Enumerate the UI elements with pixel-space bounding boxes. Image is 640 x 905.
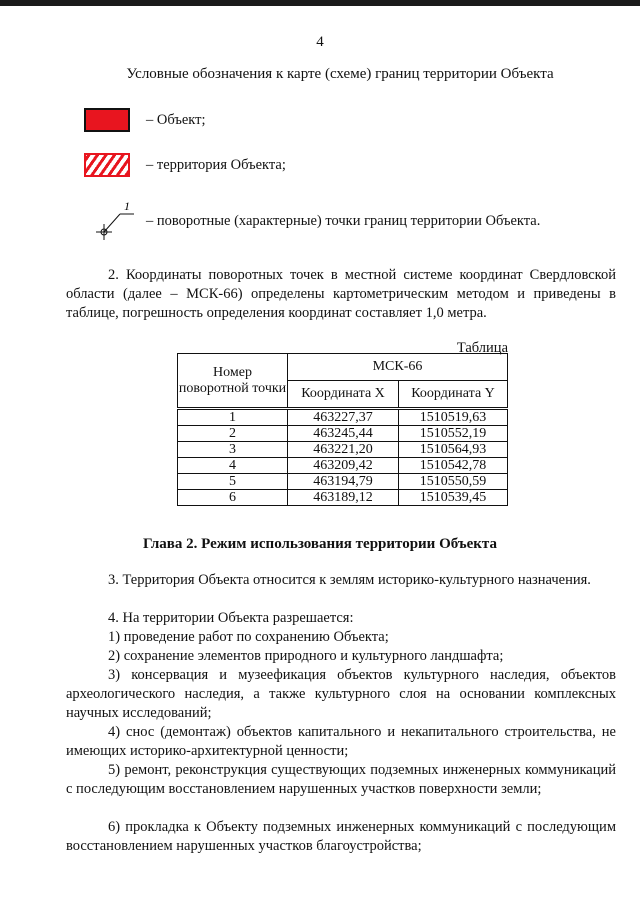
cell-y: 1510542,78 — [399, 458, 508, 474]
cell-point: 5 — [178, 474, 288, 490]
list-item: 5) ремонт, реконструкция существующих подземных инженерных коммуникаций с последующим восстановлением нарушенных участков поверхности земли; — [66, 762, 616, 797]
cell-point: 6 — [178, 490, 288, 506]
paragraph-2: 2. Координаты поворотных точек в местной системе координат Свердловской области (далее – МСК-66) определены картометрическим методом и приведены в таблице, погрешность определения координат составляет 1,0 метра. — [66, 267, 616, 321]
cell-x: 463245,44 — [288, 426, 399, 442]
table-row — [178, 442, 508, 458]
cell-x: 463227,37 — [288, 409, 399, 426]
cell-point: 2 — [178, 426, 288, 442]
header-coord-y: Координата Y — [399, 381, 508, 409]
chapter-title: Глава 2. Режим использования территории Объекта — [143, 536, 497, 552]
list-item: 6) прокладка к Объекту подземных инженерных коммуникаций с последующим восстановлением нарушенных участков благоустройства; — [66, 819, 616, 854]
turning-point-marker-icon — [84, 196, 144, 246]
cell-x: 463194,79 — [288, 474, 399, 490]
table-row — [178, 458, 508, 474]
cell-x: 463209,42 — [288, 458, 399, 474]
cell-y: 1510552,19 — [399, 426, 508, 442]
table-row — [178, 426, 508, 442]
territory-hatch-symbol — [84, 153, 130, 177]
list-item: 1) проведение работ по сохранению Объекта; — [108, 629, 389, 645]
paragraph-3: 3. Территория Объекта относится к землям историко-культурного назначения. — [108, 572, 591, 588]
cell-x: 463221,20 — [288, 442, 399, 458]
cell-y: 1510564,93 — [399, 442, 508, 458]
legend-label-object: – Объект; — [146, 112, 206, 128]
table-row — [178, 474, 508, 490]
turning-point-number: 1 — [124, 199, 130, 213]
paragraph-4: 4. На территории Объекта разрешается: — [108, 610, 354, 626]
table-caption: Таблица — [456, 340, 508, 356]
legend-label-territory: – территория Объекта; — [146, 157, 286, 173]
cell-point: 1 — [178, 409, 288, 426]
header-coord-x: Координата X — [288, 381, 399, 409]
cell-x: 463189,12 — [288, 490, 399, 506]
cell-y: 1510539,45 — [399, 490, 508, 506]
cell-y: 1510550,59 — [399, 474, 508, 490]
cell-point: 4 — [178, 458, 288, 474]
table-row — [178, 409, 508, 426]
list-item: 3) консервация и музеефикация объектов культурного наследия, объектов археологического наследия, а также культурного слоя на основании комплексных научных исследований; — [66, 667, 616, 721]
object-fill-symbol — [84, 108, 130, 132]
cell-y: 1510519,63 — [399, 409, 508, 426]
legend-label-turning-point: – поворотные (характерные) точки границ территории Объекта. — [146, 213, 541, 229]
header-point-number: Номер поворотной точки — [178, 354, 288, 409]
coordinates-table — [177, 353, 508, 506]
page-number: 4 — [316, 34, 324, 50]
cell-point: 3 — [178, 442, 288, 458]
list-item: 2) сохранение элементов природного и культурного ландшафта; — [108, 648, 504, 664]
list-item: 4) снос (демонтаж) объектов капитального и некапитального строительства, не имеющих историко-архитектурной ценности; — [66, 724, 616, 759]
header-system: МСК-66 — [288, 354, 508, 381]
legend-title: Условные обозначения к карте (схеме) границ территории Объекта — [126, 66, 554, 82]
table-row — [178, 490, 508, 506]
